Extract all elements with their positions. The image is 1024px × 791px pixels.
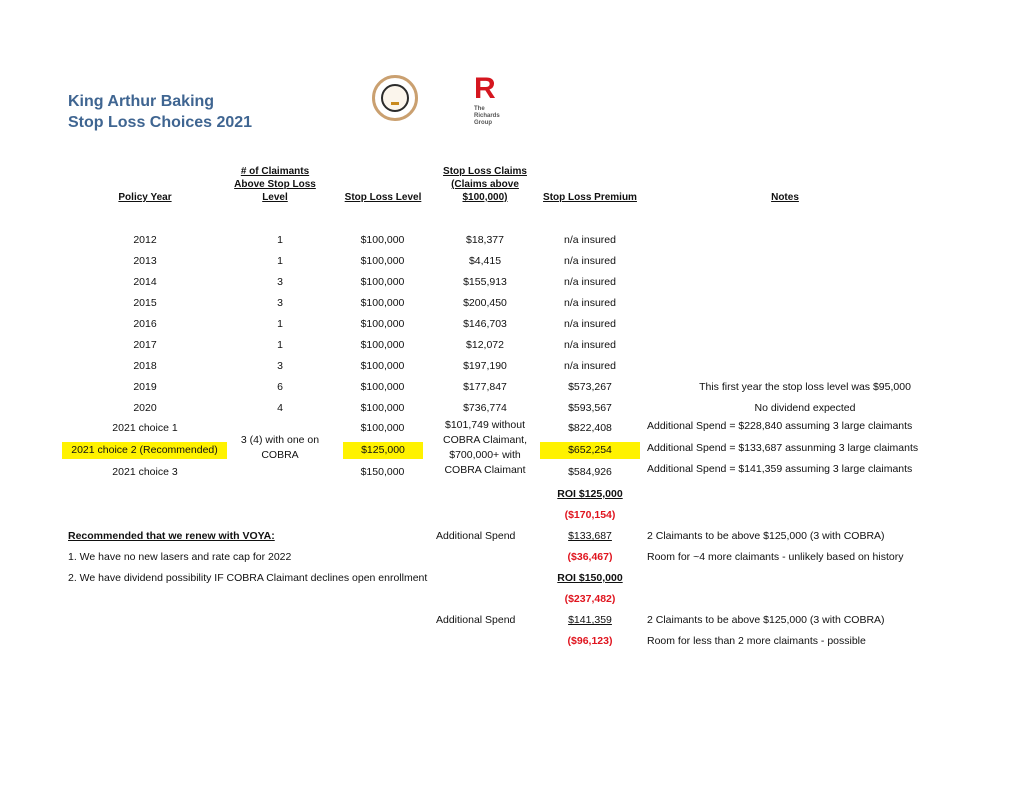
net-1-note: Room for ~4 more claimants - unlikely based on history (647, 551, 904, 563)
document-title: King Arthur Baking (68, 93, 215, 110)
row-year: 2014 (133, 276, 157, 288)
document-subtitle: Stop Loss Choices 2021 (68, 114, 253, 131)
row-note: No dividend expected (754, 402, 856, 414)
row-note: This first year the stop loss level was $95,000 (699, 381, 911, 393)
row-stop-loss-claims: $197,190 (463, 360, 507, 372)
choice-2-premium: $652,254 (540, 442, 640, 459)
row-stop-loss-premium: n/a insured (564, 255, 616, 267)
row-stop-loss-premium: n/a insured (564, 339, 616, 351)
row-claimants: 1 (277, 234, 283, 246)
header-policy-year: Policy Year (118, 192, 172, 203)
net-2: ($96,123) (567, 635, 613, 647)
row-stop-loss-claims: $155,913 (463, 276, 507, 288)
choice-3-label: 2021 choice 3 (112, 466, 178, 478)
additional-spend-2: $141,359 (568, 614, 612, 626)
choice-3-note: Additional Spend = $141,359 assuming 3 large claimants (647, 463, 913, 475)
row-stop-loss-level: $100,000 (360, 381, 405, 393)
choices-claims: $101,749 without COBRA Claimant, $700,000+ with COBRA Claimant (442, 419, 528, 476)
recommendation-point-2: 2. We have dividend possibility IF COBRA Claimant declines open enrollment (68, 572, 428, 584)
row-stop-loss-level: $100,000 (360, 255, 405, 267)
row-stop-loss-level: $100,000 (360, 360, 405, 372)
choice-1-label: 2021 choice 1 (112, 422, 178, 434)
net-1: ($36,467) (567, 551, 613, 563)
row-stop-loss-premium: $593,567 (568, 402, 612, 414)
row-year: 2016 (133, 318, 157, 330)
row-claimants: 4 (277, 402, 283, 414)
recommendation-point-1: 1. We have no new lasers and rate cap for 2022 (68, 551, 292, 563)
richards-group-logo-text: The Richards Group (474, 106, 500, 126)
row-stop-loss-level: $100,000 (360, 297, 405, 309)
choice-3-level: $150,000 (360, 466, 405, 478)
row-claimants: 1 (277, 255, 283, 267)
row-year: 2015 (133, 297, 157, 309)
row-stop-loss-level: $100,000 (360, 318, 405, 330)
king-arthur-seal-icon (372, 75, 418, 121)
row-stop-loss-premium: n/a insured (564, 297, 616, 309)
choice-2-note: Additional Spend = $133,687 assunming 3 large claimants (647, 442, 919, 454)
row-stop-loss-premium: n/a insured (564, 360, 616, 372)
net-2-note: Room for less than 2 more claimants - possible (647, 635, 866, 647)
header-stop-loss-level: Stop Loss Level (344, 192, 422, 203)
row-claimants: 6 (277, 381, 283, 393)
row-stop-loss-level: $100,000 (360, 276, 405, 288)
row-stop-loss-premium: $573,267 (568, 381, 612, 393)
header-stop-loss-premium: Stop Loss Premium (543, 192, 637, 203)
choice-3-premium: $584,926 (568, 466, 612, 478)
recommendation-heading: Recommended that we renew with VOYA: (68, 530, 275, 542)
roi-150-value: ($237,482) (564, 593, 616, 605)
choice-1-note: Additional Spend = $228,840 assuming 3 large claimants (647, 420, 913, 432)
header-notes: Notes (771, 192, 799, 203)
row-claimants: 3 (277, 297, 283, 309)
row-stop-loss-claims: $146,703 (463, 318, 507, 330)
row-claimants: 3 (277, 276, 283, 288)
row-stop-loss-level: $100,000 (360, 339, 405, 351)
row-year: 2017 (133, 339, 157, 351)
row-stop-loss-premium: n/a insured (564, 276, 616, 288)
additional-spend-2-note: 2 Claimants to be above $125,000 (3 with COBRA) (647, 614, 885, 626)
choice-2-level: $125,000 (343, 442, 423, 459)
header-stop-loss-claims: Stop Loss Claims (Claims above $100,000) (443, 166, 527, 203)
roi-125-value: ($170,154) (564, 509, 616, 521)
row-stop-loss-claims: $12,072 (466, 339, 504, 351)
row-year: 2013 (133, 255, 157, 267)
row-stop-loss-level: $100,000 (360, 402, 405, 414)
header-claimants: # of Claimants Above Stop Loss Level (234, 166, 316, 203)
row-stop-loss-claims: $4,415 (468, 255, 502, 267)
additional-spend-label-1: Additional Spend (436, 530, 516, 542)
choices-claimants: 3 (4) with one on COBRA (240, 434, 320, 461)
row-stop-loss-claims: $736,774 (463, 402, 507, 414)
choice-1-premium: $822,408 (568, 422, 612, 434)
roi-150-label: ROI $150,000 (557, 572, 623, 584)
additional-spend-1-note: 2 Claimants to be above $125,000 (3 with COBRA) (647, 530, 885, 542)
row-year: 2020 (133, 402, 157, 414)
row-stop-loss-claims: $177,847 (463, 381, 507, 393)
row-claimants: 3 (277, 360, 283, 372)
choice-2-label: 2021 choice 2 (Recommended) (62, 442, 227, 459)
additional-spend-label-2: Additional Spend (436, 614, 516, 626)
row-stop-loss-claims: $18,377 (466, 234, 504, 246)
richards-group-logo-icon: R (474, 72, 496, 105)
choice-1-level: $100,000 (360, 422, 405, 434)
row-year: 2012 (133, 234, 157, 246)
row-claimants: 1 (277, 339, 283, 351)
row-stop-loss-level: $100,000 (360, 234, 405, 246)
row-year: 2019 (133, 381, 157, 393)
row-year: 2018 (133, 360, 157, 372)
row-stop-loss-premium: n/a insured (564, 318, 616, 330)
roi-125-label: ROI $125,000 (557, 488, 623, 500)
row-stop-loss-claims: $200,450 (463, 297, 507, 309)
additional-spend-1: $133,687 (568, 530, 612, 542)
row-stop-loss-premium: n/a insured (564, 234, 616, 246)
row-claimants: 1 (277, 318, 283, 330)
